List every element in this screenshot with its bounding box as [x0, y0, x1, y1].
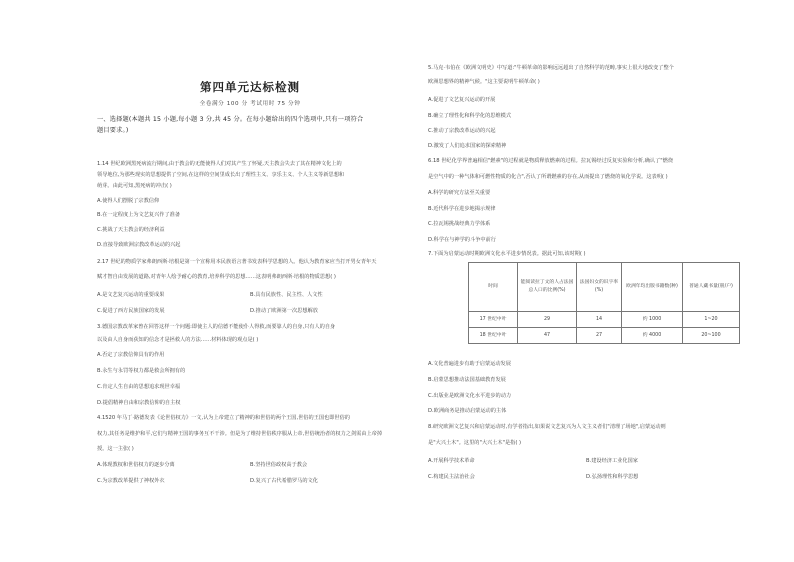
question-4-options-row	[97, 460, 403, 470]
question-8-option-d: D.弘扬理性和科学思想	[586, 474, 639, 480]
question-7-option-d: D.欧洲商务是推动启蒙运动的主体	[428, 408, 507, 414]
question-7-option-b: B.启蒙思想推动法国基础教育发展	[428, 377, 506, 383]
question-8-options-row	[428, 456, 744, 466]
question-4-text: 授。这一主张( )	[97, 446, 134, 452]
question-1-option-a: A.使得人们摆脱了宗教信仰	[97, 198, 160, 204]
table-cell: 18 世纪中叶	[469, 328, 518, 344]
question-3-option-b: B.永生与永罚等权力都是救会所拥有的	[97, 368, 186, 374]
question-8-option-c: C.构建民主法治社会	[428, 474, 475, 480]
table-header-cell: 法国妇女的识字率(%)	[577, 263, 622, 312]
question-5-text: 5.马克·韦伯在《欧洲文明史》中写道:"牛顿革命的影响远远超出了自然科学的范畴,事实上很大地改变了整个	[428, 65, 674, 71]
question-1-option-b: B.在一定程度上为文艺复兴作了准备	[97, 212, 181, 218]
question-2-text: 2.17 世纪的物质学家弗朗西斯·培根是第一个宣称用本民族语言著书发表科学思想的人。他认为教育家应当打开男女青年天	[97, 259, 377, 265]
question-6-text: 6.18 世纪化学界普遍相信"燃素"的过程就是物质释放燃素的过程。拉瓦锡经过反复实验和分析,确认了"燃烧	[428, 158, 674, 164]
question-1-text: 萌芽。由此可知,黑死病的冲击( )	[97, 183, 172, 189]
question-4-option-b: B.坚持世俗政权高于教会	[250, 462, 308, 468]
question-5-text: 欧洲思想界的精神气候。"这主要说明牛顿革命( )	[428, 79, 540, 85]
question-8-options-row	[428, 472, 744, 482]
question-6-option-d: D.科学在与神学的斗争中前行	[428, 237, 496, 243]
question-6-option-b: B.近代科学在进步地揭示规律	[428, 206, 496, 212]
question-3-text: 以及由人自身而获知的信念才是拯救人的方法……材料体现的观点是( )	[97, 337, 259, 343]
question-2-options-row	[97, 306, 403, 316]
question-1-text: 领导地位,为那些现实的思想提供了空间,在这样的空间里成长出了理性主义、享乐主义、个人主义等新思想和	[97, 172, 345, 178]
question-4-option-a: A.体现教权和世俗权力的逐步分离	[97, 462, 175, 468]
table-cell: 47	[518, 328, 577, 344]
question-7-option-c: C.出版业是欧洲文化水平进步的动力	[428, 393, 512, 399]
table-cell: 20~100	[683, 328, 740, 344]
question-1-text: 1.14 世纪欧洲黑死病流行期间,由于教会的无能使得人们对其产生了怀疑,天主教会失去了其在精神文化上的	[97, 161, 342, 167]
question-1-option-d: D.直接导致欧洲宗教改革运动的兴起	[97, 242, 181, 248]
question-4-option-d: D.复兴了古代希腊罗马的文化	[250, 478, 318, 484]
table-cell: 1~20	[683, 312, 740, 328]
question-3-option-d: D.提倡精神自由和宗教信仰的自主权	[97, 400, 181, 406]
question-4-text: 权力,其任务是维护和平,它们与精神王国的事务互不干涉。但是为了维持世俗秩序服从上帝,世俗统治者的权力之剑需由上帝掉	[97, 431, 383, 437]
table-header-cell: 普通人藏书量(册/户)	[683, 263, 740, 312]
question-1-option-c: C.挑战了天主教会的经济利益	[97, 227, 165, 233]
question-3-option-c: C.肯定人生自由的思想追求现世幸福	[97, 384, 181, 390]
question-6-option-c: C.拉瓦锡挑战经典力学体系	[428, 221, 491, 227]
question-8-text: 是"大兴土木"。这里的"大兴土木"是指( )	[428, 440, 522, 446]
table-cell: 27	[577, 328, 622, 344]
question-2-options-row	[97, 290, 403, 300]
question-7-option-a: A.文化普遍进步有助于启蒙运动发展	[428, 361, 511, 367]
question-8-option-a: A.开展科学技术革命	[428, 458, 475, 464]
question-4-options-row	[97, 476, 403, 486]
table-row	[469, 312, 740, 328]
table-cell: 17 世纪中叶	[469, 312, 518, 328]
question-3-text: 3.德国宗教改革家曾在回答这样一个问题:即使主人的信德不能使仆人得救,而要靠人的自身,只有人的自身	[97, 324, 336, 330]
section-heading	[97, 115, 403, 136]
question-2-option-b: B.具有民族性、民主性、人文性	[250, 292, 323, 298]
question-4-text: 4.1520 年马丁·路德发表《论世俗权力》一文,认为上帝建立了精神的和世俗的两个王国,世俗的王国也即世俗的	[97, 415, 350, 421]
table-header-cell: 能阅读拉丁文的人占法国总人口的比例(%)	[518, 263, 577, 312]
table-cell: 29	[518, 312, 577, 328]
exam-info: 全卷满分 100 分 考试用时 75 分钟	[199, 101, 301, 107]
question-6-text: 是空气中的一种气体和可燃性物质的化合",否认了所谓燃素的存在,从而提出了燃烧的氧化学说。这表明( )	[428, 174, 668, 180]
question-6-option-a: A.科学的研究方法至关重要	[428, 190, 491, 196]
table-header-row	[469, 263, 740, 312]
question-2-option-c: C.促进了西方民族国家的发展	[97, 308, 165, 314]
table-header-cell: 欧洲年均出版书籍数(种)	[622, 263, 683, 312]
table-cell: 约 1000	[622, 312, 683, 328]
question-3-option-a: A.否定了宗教信仰具有的作用	[97, 352, 165, 358]
question-2-text: 赋才智自由发展的道路,对青年人绘予耐心的教育,培养科学的思想……这表明弗朗西斯·培根的物质思想( )	[97, 274, 336, 280]
table-row	[469, 328, 740, 344]
table-cell: 约 4000	[622, 328, 683, 344]
question-8-option-b: B.建设经济工业化国家	[586, 458, 638, 464]
table-header-cell: 时间	[469, 263, 518, 312]
question-5-option-c: C.推动了宗教改革运动的兴起	[428, 128, 496, 134]
section-heading-line: 一、选择题(本题共 15 小题,每小题 3 分,共 45 分。在每小题给出的四个选项中,只有一项符合	[97, 116, 364, 123]
table-cell: 14	[577, 312, 622, 328]
question-4-option-c: C.为宗教改革提供了神权外衣	[97, 478, 165, 484]
question-2-option-d: D.推动了欧洲第一次思想解放	[250, 308, 318, 314]
literacy-table	[468, 262, 740, 344]
question-8-text: 8.研究欧洲文艺复兴和启蒙运动时,有学者指出,如果说文艺复兴为人文主义者们"清理了场地",启蒙运动则	[428, 424, 666, 430]
question-7-text: 7.下面为启蒙运动时期欧洲文化水平进步情况表。据此可知,该时期( )	[428, 251, 586, 257]
question-5-option-b: B.确立了理性化和科学化的思维模式	[428, 113, 512, 119]
page-title: 第四单元达标检测	[200, 80, 300, 94]
question-5-option-a: A.促进了文艺复兴运动的开展	[428, 97, 496, 103]
section-heading-line: 题目要求。)	[97, 126, 129, 134]
question-2-option-a: A.是文艺复兴运动的重要成果	[97, 292, 165, 298]
question-5-option-d: D.激发了人们追求国家的探索精神	[428, 143, 507, 149]
